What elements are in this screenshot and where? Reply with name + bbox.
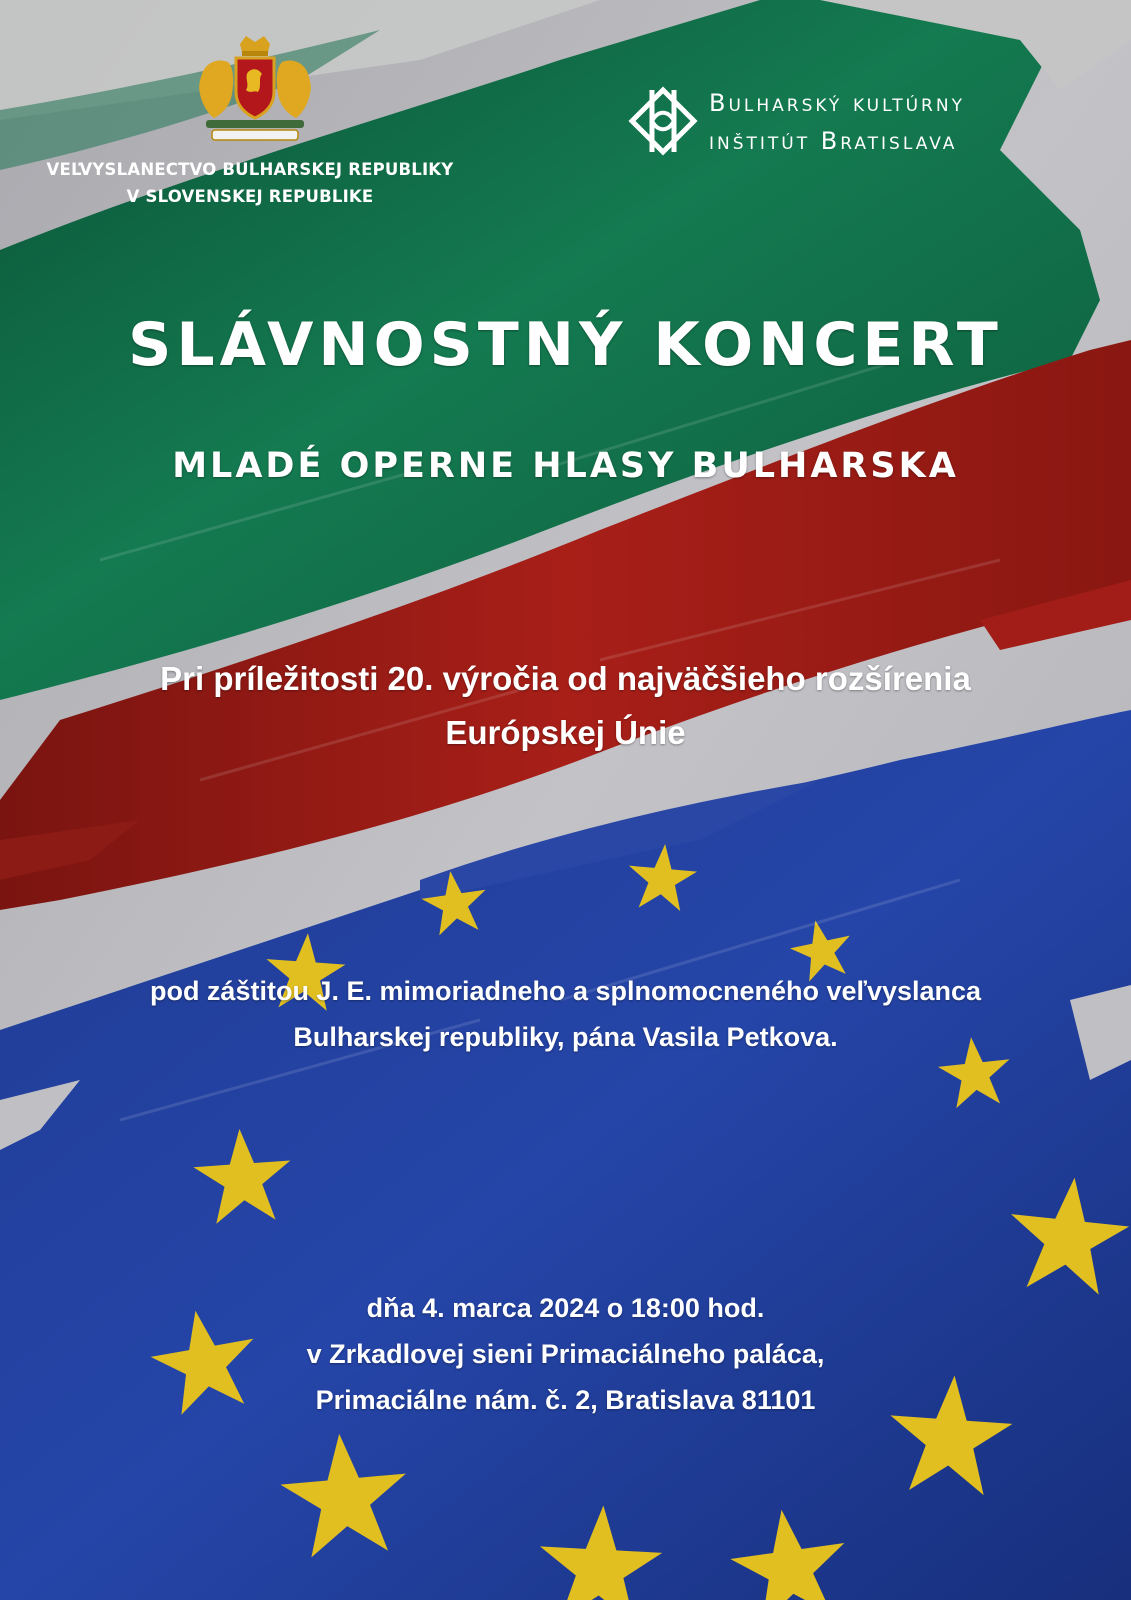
event-details xyxy=(0,1285,1131,1423)
concert-subtitle: MLADÉ OPERNE HLASY BULHARSKA xyxy=(172,446,959,486)
occasion-line-1: Pri príležitosti 20. výročia od najväčšieho rozšírenia xyxy=(160,660,971,697)
embassy-line-1: VEĽVYSLANECTVO BULHARSKEJ REPUBLIKY xyxy=(46,160,454,179)
bulgarian-coat-of-arms-icon xyxy=(188,34,322,146)
institute-line-2: inštitút Bratislava xyxy=(709,127,958,155)
embassy-name xyxy=(20,156,480,210)
event-address: Primaciálne nám. č. 2, Bratislava 81101 xyxy=(315,1385,816,1415)
occasion-line-2: Európskej Únie xyxy=(445,714,686,751)
concert-title: SLÁVNOSTNÝ KONCERT xyxy=(128,310,1003,380)
institute-line-1: Bulharský kultúrny xyxy=(709,89,965,117)
patronage-line-1: pod záštitou J. E. mimoriadneho a splnomocneného veľvyslanca xyxy=(149,976,982,1006)
patronage-line-2: Bulharskej republiky, pána Vasila Petkova. xyxy=(293,1022,838,1052)
patronage-text xyxy=(0,968,1131,1060)
institute-logo-icon xyxy=(628,86,698,156)
event-venue: v Zrkadlovej sieni Primaciálneho paláca, xyxy=(306,1339,825,1369)
event-date-time: dňa 4. marca 2024 o 18:00 hod. xyxy=(366,1293,765,1323)
institute-name xyxy=(709,84,1119,160)
embassy-line-2: V SLOVENSKEJ REPUBLIKE xyxy=(126,187,374,206)
occasion-text xyxy=(0,652,1131,760)
